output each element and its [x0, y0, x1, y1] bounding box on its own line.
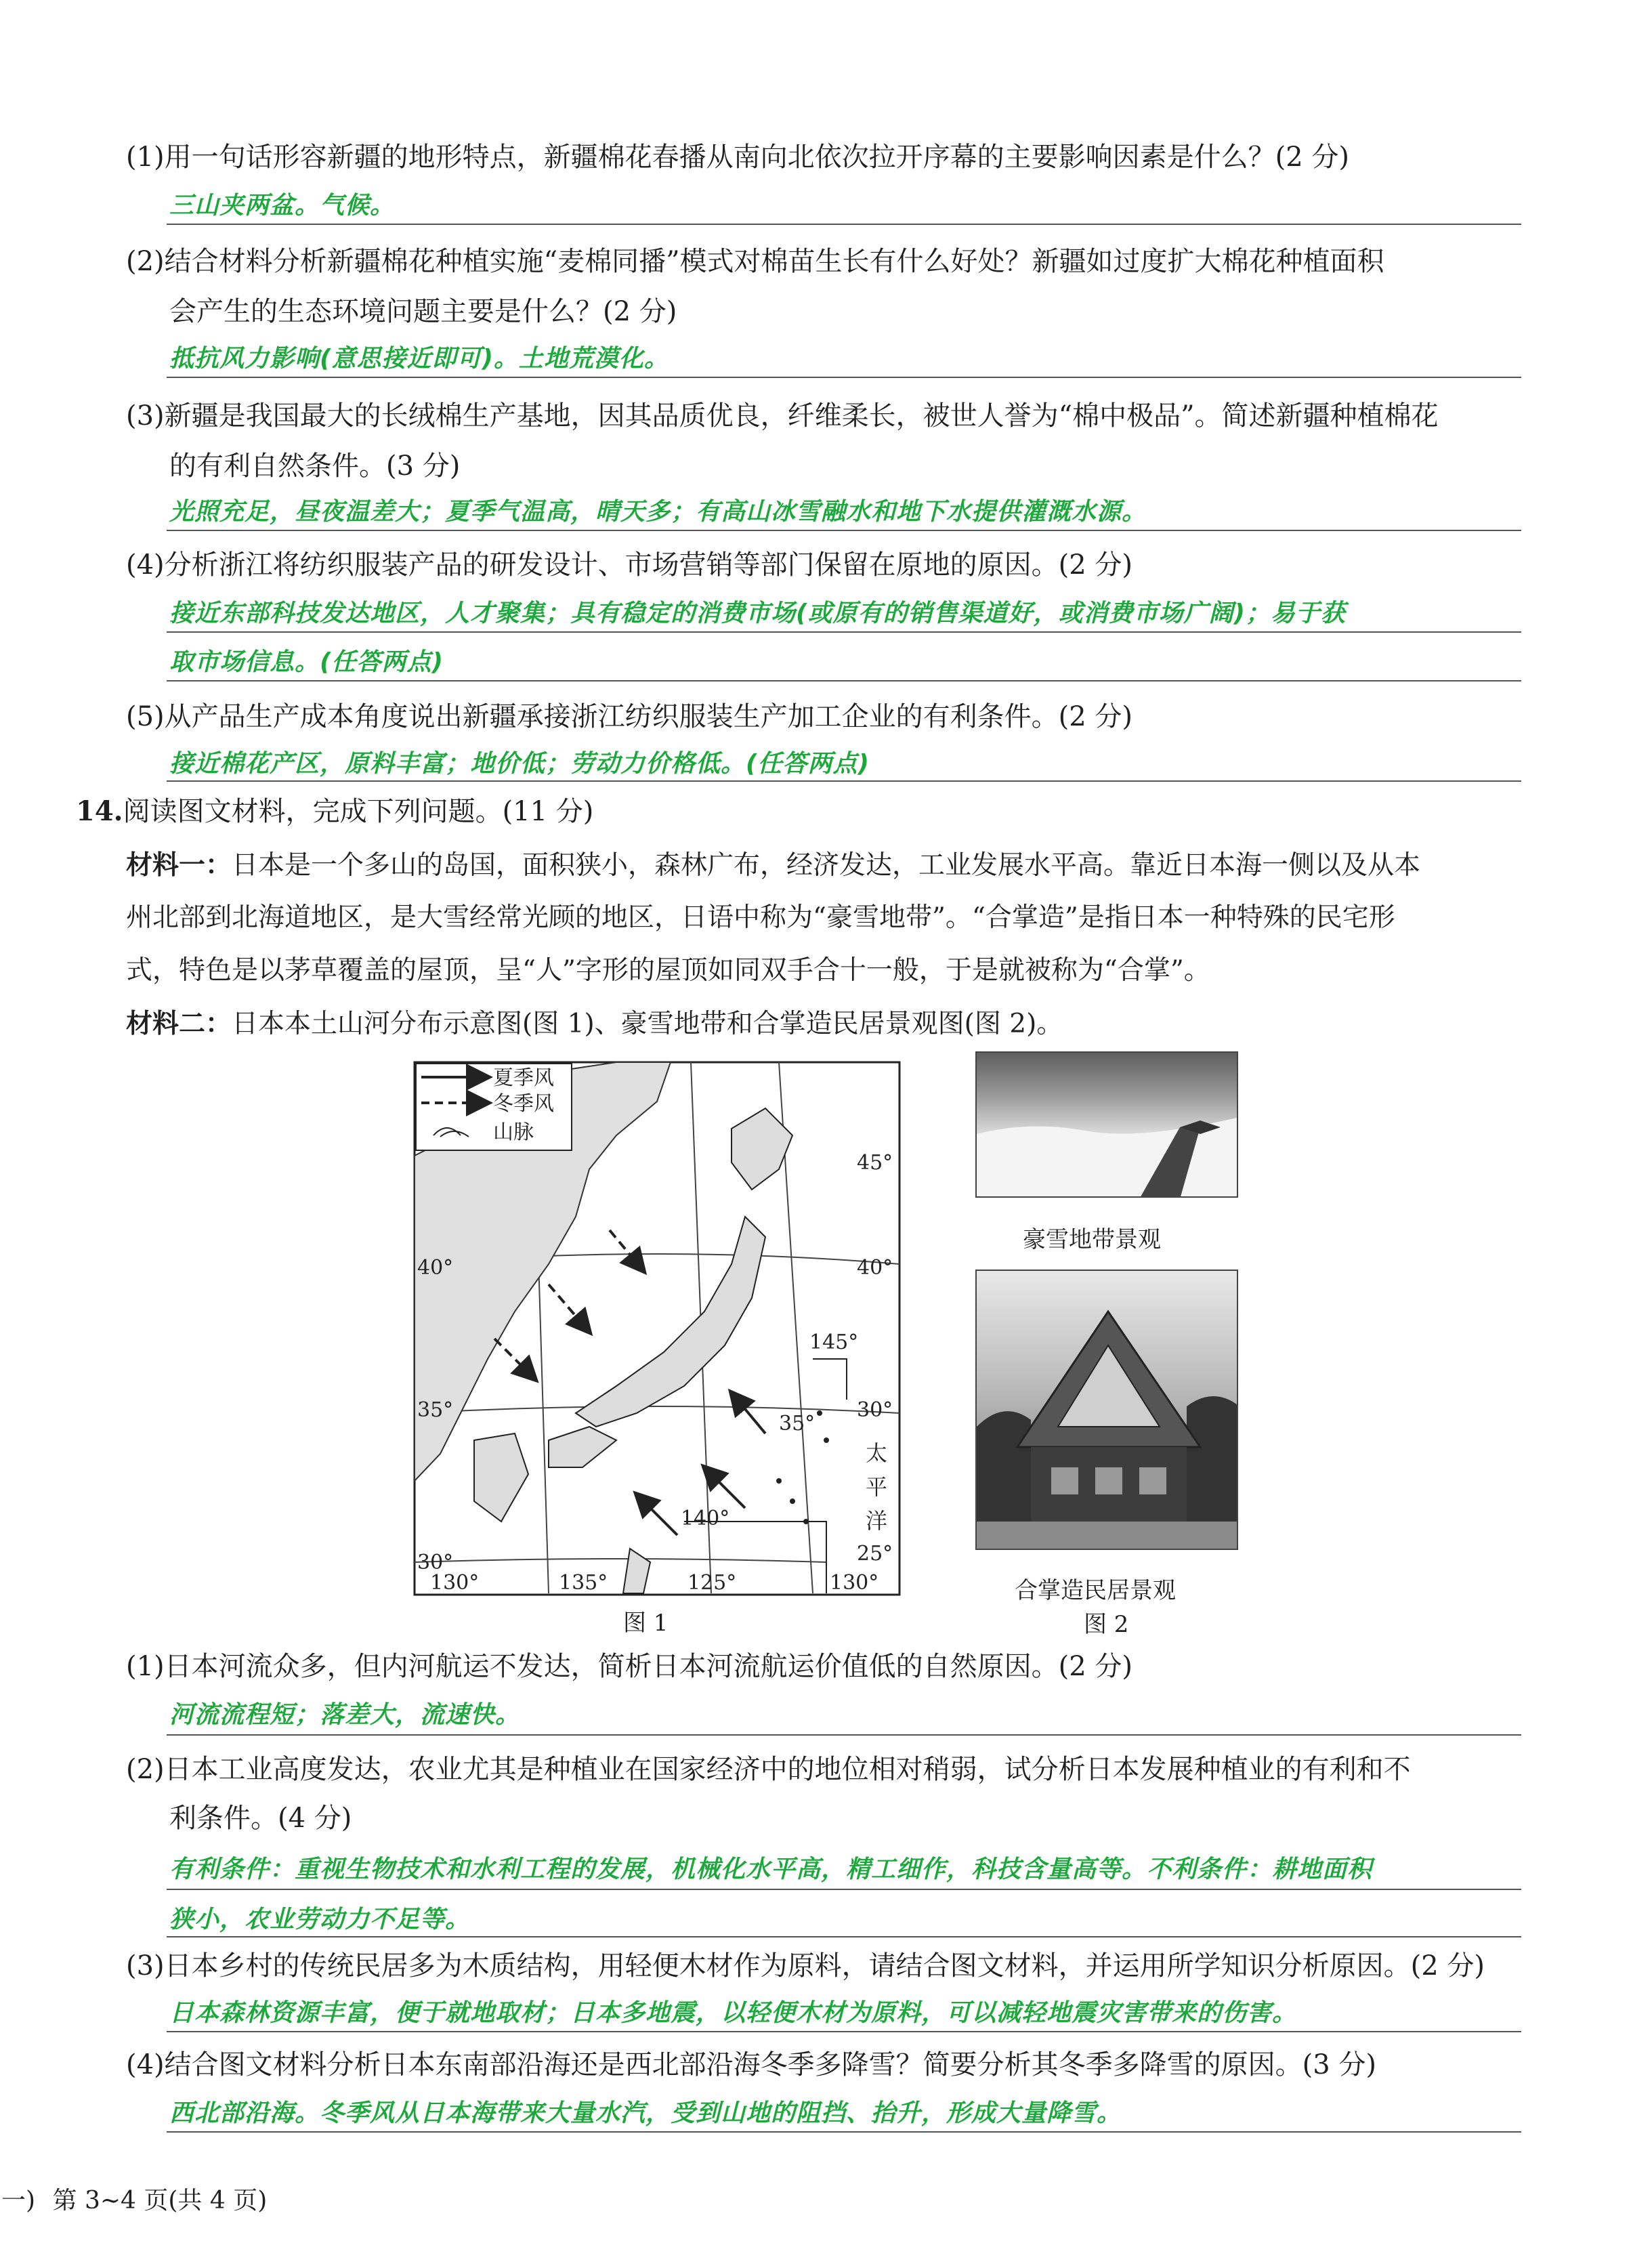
material-1-label: 材料一： [126, 850, 232, 881]
ocean-label: 太 [866, 1440, 888, 1466]
answer-rule [167, 631, 1521, 633]
q14-2-question-line1: (2)日本工业高度发达，农业尤其是种植业在国家经济中的地位相对稍弱，试分析日本发展种植业的有利和不 [126, 1754, 1411, 1785]
answer-rule [167, 780, 1521, 782]
answer-rule [167, 224, 1521, 225]
lon-label: 130° [830, 1571, 879, 1595]
q14-1-answer: 河流流程短；落差大，流速快。 [169, 1701, 521, 1729]
heavy-snow-landscape-photo [975, 1051, 1238, 1198]
lat-label: 35° [417, 1398, 454, 1422]
q14-2-question-line2: 利条件。(4 分) [169, 1803, 352, 1834]
q14-number: 14. [76, 795, 123, 827]
lat-label: 45° [857, 1151, 893, 1175]
q13-5-answer: 接近棉花产区，原料丰富；地价低；劳动力价格低。(任答两点) [169, 750, 870, 778]
lat-label: 40° [857, 1256, 893, 1280]
material-1-text: 日本是一个多山的岛国，面积狭小，森林广布，经济发达，工业发展水平高。靠近日本海一侧以及从本 [232, 850, 1421, 881]
answer-rule [167, 377, 1521, 378]
answer-rule [167, 1734, 1521, 1736]
lat-label: 30° [857, 1398, 893, 1422]
q13-4-answer-line2: 取市场信息。(任答两点) [169, 648, 444, 676]
answer-rule [167, 530, 1521, 531]
material-2-label: 材料二： [126, 1008, 232, 1039]
q14-material-2 [126, 997, 1063, 1051]
lat-label: 25° [857, 1542, 893, 1566]
gassho-photo-caption: 合掌造民居景观 [1015, 1577, 1176, 1604]
answer-rule [167, 2031, 1521, 2032]
gassho-house-shapes [977, 1271, 1238, 1550]
lat-label: 35° [779, 1412, 816, 1435]
material-2-text: 日本本土山河分布示意图(图 1)、豪雪地带和合掌造民居景观图(图 2)。 [232, 1009, 1063, 1039]
footer-left-mark: 一) [1, 2187, 36, 2215]
q13-1-answer: 三山夹两盆。气候。 [169, 192, 396, 219]
q13-1-question: (1)用一句话形容新疆的地形特点，新疆棉花春播从南向北依次拉开序幕的主要影响因素是什么？(2 分) [126, 142, 1350, 173]
q14-2-answer-line1: 有利条件：重视生物技术和水利工程的发展，机械化水平高，精工细作，科技含量高等。不利条件：耕地面积 [169, 1856, 1373, 1883]
q14-3-answer: 日本森林资源丰富，便于就地取材；日本多地震，以轻便木材为原料，可以减轻地震灾害带来的伤害。 [169, 1999, 1298, 2027]
gassho-house-photo [975, 1270, 1238, 1550]
footer [1, 2181, 267, 2216]
lat-label: 30° [417, 1551, 454, 1574]
ocean-label: 平 [866, 1474, 888, 1500]
lat-label: 40° [417, 1256, 454, 1280]
q14-material-1-line2: 州北部到北海道地区，是大雪经常光顾的地区，日语中称为“豪雪地带”。“合掌造”是指日本一种特殊的民宅形 [126, 902, 1395, 933]
lon-label: 135° [559, 1571, 608, 1595]
answer-rule [167, 680, 1521, 682]
q13-5-question: (5)从产品生产成本角度说出新疆承接浙江纺织服装生产加工企业的有利条件。(2 分) [126, 701, 1133, 732]
legend-mountain-label: 山脉 [493, 1120, 534, 1144]
figure-1-caption: 图 1 [623, 1610, 669, 1637]
q14-3-question: (3)日本乡村的传统民居多为木质结构，用轻便木材作为原料，请结合图文材料，并运用所学知识分析原因。(2 分) [126, 1950, 1485, 1982]
figure-2-caption: 图 2 [1084, 1611, 1129, 1638]
q13-2-question-line1: (2)结合材料分析新疆棉花种植实施“麦棉同播”模式对棉苗生长有什么好处？新疆如过度扩大棉花种植面积 [126, 246, 1384, 277]
q13-4-question: (4)分析浙江将纺织服装产品的研发设计、市场营销等部门保留在原地的原因。(2 分) [126, 549, 1133, 581]
japan-map-figure [413, 1061, 901, 1596]
legend-winter-label: 冬季风 [493, 1092, 554, 1116]
q14-4-question: (4)结合图文材料分析日本东南部沿海还是西北部沿海冬季多降雪？简要分析其冬季多降雪的原因。(3 分) [126, 2049, 1377, 2080]
lon-label: 125° [687, 1571, 737, 1595]
q13-2-answer: 抵抗风力影响(意思接近即可)。土地荒漠化。 [169, 345, 669, 373]
q14-material-1-line1 [126, 839, 1420, 892]
footer-page-number: 第 3~4 页(共 4 页) [52, 2187, 268, 2215]
q13-3-question-line2: 的有利自然条件。(3 分) [169, 450, 461, 482]
lon-label: 130° [430, 1571, 480, 1595]
answer-rule [167, 1936, 1521, 1937]
ocean-label: 洋 [866, 1508, 888, 1534]
lon-label: 140° [681, 1507, 730, 1530]
q14-1-question: (1)日本河流众多，但内河航运不发达，简析日本河流航运价值低的自然原因。(2 分) [126, 1651, 1133, 1682]
q14-2-answer-line2: 狭小，农业劳动力不足等。 [169, 1906, 471, 1933]
answer-rule [167, 2131, 1521, 2133]
lon-label: 145° [809, 1330, 859, 1354]
legend-summer-label: 夏季风 [493, 1066, 554, 1090]
q14-4-answer: 西北部沿海。冬季风从日本海带来大量水汽，受到山地的阻挡、抬升，形成大量降雪。 [169, 2099, 1122, 2127]
q13-2-question-line2: 会产生的生态环境问题主要是什么？(2 分) [169, 296, 677, 327]
q13-3-question-line1: (3)新疆是我国最大的长绒棉生产基地，因其品质优良，纤维柔长，被世人誉为“棉中极品”。简述新疆种植棉花 [126, 400, 1439, 432]
answer-rule [167, 1889, 1521, 1890]
q13-3-answer: 光照充足，昼夜温差大；夏季气温高，晴天多；有高山冰雪融水和地下水提供灌溉水源。 [169, 498, 1147, 526]
q14-header [76, 795, 593, 828]
q14-material-1-line3: 式，特色是以茅草覆盖的屋顶，呈“人”字形的屋顶如同双手合十一般，于是就被称为“合掌”。 [126, 955, 1210, 986]
q14-intro: 阅读图文材料，完成下列问题。(11 分) [123, 796, 594, 827]
q13-4-answer-line1: 接近东部科技发达地区，人才聚集；具有稳定的消费市场(或原有的销售渠道好，或消费市场广阔)；易于获 [169, 600, 1346, 627]
snow-photo-caption: 豪雪地带景观 [1023, 1226, 1161, 1253]
snow-scene-shapes [977, 1053, 1238, 1198]
